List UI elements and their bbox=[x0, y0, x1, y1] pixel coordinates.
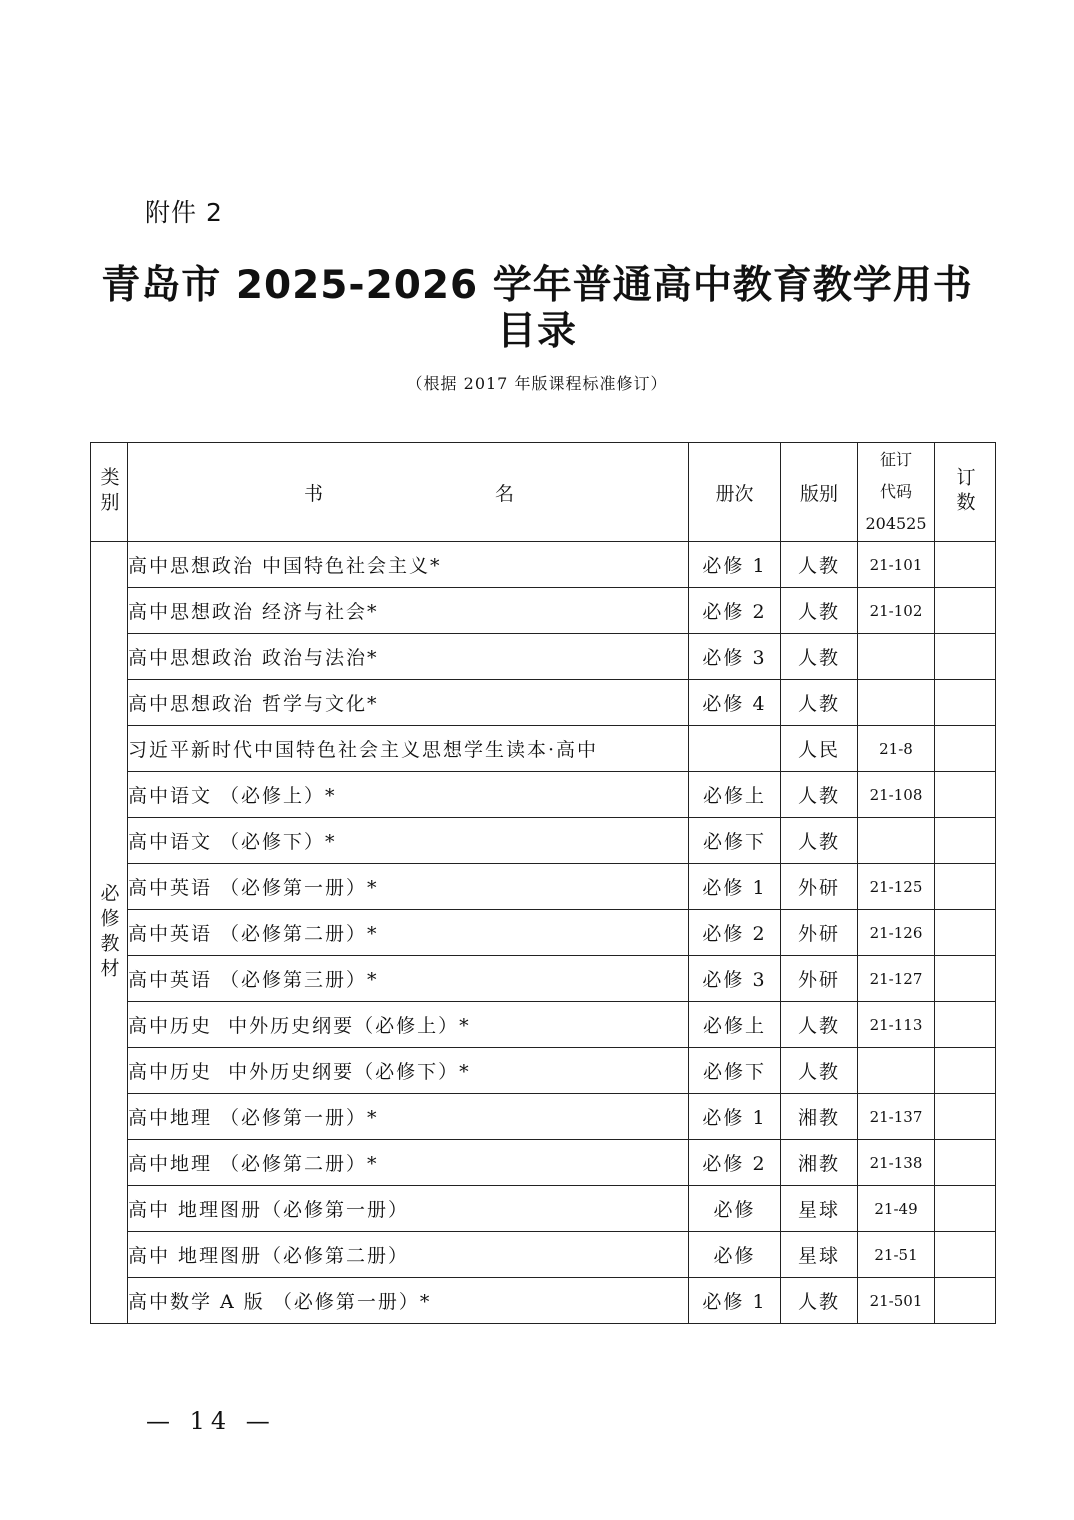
book-name: 习近平新时代中国特色社会主义思想学生读本·高中 bbox=[128, 726, 689, 772]
page-number: — 14 — bbox=[146, 1407, 276, 1435]
book-name: 高中思想政治 中国特色社会主义* bbox=[128, 542, 689, 588]
document-subtitle: （根据 2017 年版课程标准修订） bbox=[406, 374, 668, 393]
book-name: 高中历史 中外历史纲要（必修上）* bbox=[128, 1002, 689, 1048]
volume-cell: 必修 1 bbox=[689, 1278, 781, 1324]
quantity-input-cell[interactable] bbox=[935, 726, 996, 772]
header-book-name-left: 书 bbox=[304, 482, 324, 505]
order-code-cell bbox=[858, 818, 935, 864]
header-book-name-right: 名 bbox=[494, 482, 514, 505]
table-row bbox=[91, 1094, 996, 1140]
order-code-cell: 21-113 bbox=[858, 1002, 935, 1048]
table-row bbox=[91, 818, 996, 864]
table-row bbox=[91, 588, 996, 634]
quantity-input-cell[interactable] bbox=[935, 542, 996, 588]
quantity-input-cell[interactable] bbox=[935, 910, 996, 956]
quantity-input-cell[interactable] bbox=[935, 818, 996, 864]
order-code-cell bbox=[858, 634, 935, 680]
header-code-line1: 征订 bbox=[879, 450, 912, 469]
edition-cell: 外研 bbox=[781, 864, 858, 910]
header-volume: 册次 bbox=[689, 443, 781, 542]
table-row bbox=[91, 772, 996, 818]
volume-cell: 必修 2 bbox=[689, 1140, 781, 1186]
book-list-table bbox=[90, 442, 996, 1324]
book-name: 高中思想政治 哲学与文化* bbox=[128, 680, 689, 726]
header-code-line2: 代码 bbox=[879, 482, 912, 501]
header-code-line3: 204525 bbox=[865, 514, 927, 533]
edition-cell: 人教 bbox=[781, 1278, 858, 1324]
edition-cell: 人教 bbox=[781, 634, 858, 680]
edition-cell: 星球 bbox=[781, 1232, 858, 1278]
order-code-cell: 21-51 bbox=[858, 1232, 935, 1278]
volume-cell: 必修 1 bbox=[689, 864, 781, 910]
edition-cell: 人教 bbox=[781, 1048, 858, 1094]
book-name: 高中地理 （必修第一册）* bbox=[128, 1094, 689, 1140]
volume-cell: 必修上 bbox=[689, 772, 781, 818]
quantity-input-cell[interactable] bbox=[935, 588, 996, 634]
table-row bbox=[91, 864, 996, 910]
edition-cell: 人教 bbox=[781, 588, 858, 634]
volume-cell: 必修 2 bbox=[689, 588, 781, 634]
edition-cell: 湘教 bbox=[781, 1094, 858, 1140]
quantity-input-cell[interactable] bbox=[935, 864, 996, 910]
table-row bbox=[91, 1186, 996, 1232]
quantity-input-cell[interactable] bbox=[935, 1278, 996, 1324]
book-name: 高中语文 （必修上）* bbox=[128, 772, 689, 818]
header-category: 类别 bbox=[91, 443, 128, 542]
table-row bbox=[91, 1048, 996, 1094]
book-name: 高中英语 （必修第一册）* bbox=[128, 864, 689, 910]
edition-cell: 人教 bbox=[781, 1002, 858, 1048]
order-code-cell: 21-125 bbox=[858, 864, 935, 910]
volume-cell: 必修 4 bbox=[689, 680, 781, 726]
volume-cell: 必修 3 bbox=[689, 634, 781, 680]
table-row bbox=[91, 1278, 996, 1324]
order-code-cell: 21-137 bbox=[858, 1094, 935, 1140]
book-name: 高中思想政治 政治与法治* bbox=[128, 634, 689, 680]
order-code-cell: 21-126 bbox=[858, 910, 935, 956]
volume-cell: 必修 2 bbox=[689, 910, 781, 956]
order-code-cell: 21-138 bbox=[858, 1140, 935, 1186]
book-name: 高中地理 （必修第二册）* bbox=[128, 1140, 689, 1186]
book-name: 高中 地理图册（必修第一册） bbox=[128, 1186, 689, 1232]
table-row bbox=[91, 634, 996, 680]
book-name: 高中思想政治 经济与社会* bbox=[128, 588, 689, 634]
quantity-input-cell[interactable] bbox=[935, 772, 996, 818]
volume-cell: 必修 1 bbox=[689, 1094, 781, 1140]
quantity-input-cell[interactable] bbox=[935, 1002, 996, 1048]
book-name: 高中英语 （必修第三册）* bbox=[128, 956, 689, 1002]
edition-cell: 人教 bbox=[781, 772, 858, 818]
table-row bbox=[91, 726, 996, 772]
table-row bbox=[91, 956, 996, 1002]
volume-cell: 必修 bbox=[689, 1186, 781, 1232]
order-code-cell: 21-501 bbox=[858, 1278, 935, 1324]
quantity-input-cell[interactable] bbox=[935, 1186, 996, 1232]
document-title: 青岛市 2025-2026 学年普通高中教育教学用书 bbox=[101, 263, 973, 308]
order-code-cell: 21-101 bbox=[858, 542, 935, 588]
table-header-row bbox=[91, 443, 996, 542]
volume-cell: 必修 3 bbox=[689, 956, 781, 1002]
header-quantity: 订数 bbox=[935, 443, 996, 542]
volume-cell: 必修下 bbox=[689, 818, 781, 864]
document-title-line2: 目录 bbox=[496, 309, 577, 354]
volume-cell: 必修 1 bbox=[689, 542, 781, 588]
book-name: 高中英语 （必修第二册）* bbox=[128, 910, 689, 956]
edition-cell: 人教 bbox=[781, 818, 858, 864]
order-code-cell: 21-127 bbox=[858, 956, 935, 1002]
edition-cell: 人教 bbox=[781, 680, 858, 726]
order-code-cell bbox=[858, 1048, 935, 1094]
table-row bbox=[91, 680, 996, 726]
quantity-input-cell[interactable] bbox=[935, 1140, 996, 1186]
table-row bbox=[91, 1232, 996, 1278]
quantity-input-cell[interactable] bbox=[935, 956, 996, 1002]
quantity-input-cell[interactable] bbox=[935, 634, 996, 680]
volume-cell: 必修 bbox=[689, 1232, 781, 1278]
order-code-cell: 21-49 bbox=[858, 1186, 935, 1232]
quantity-input-cell[interactable] bbox=[935, 1094, 996, 1140]
book-name: 高中历史 中外历史纲要（必修下）* bbox=[128, 1048, 689, 1094]
volume-cell bbox=[689, 726, 781, 772]
edition-cell: 人民 bbox=[781, 726, 858, 772]
header-order-code bbox=[858, 443, 935, 542]
volume-cell: 必修上 bbox=[689, 1002, 781, 1048]
quantity-input-cell[interactable] bbox=[935, 1048, 996, 1094]
table-row bbox=[91, 1140, 996, 1186]
edition-cell: 星球 bbox=[781, 1186, 858, 1232]
edition-cell: 外研 bbox=[781, 956, 858, 1002]
book-name: 高中数学 A 版 （必修第一册）* bbox=[128, 1278, 689, 1324]
edition-cell: 湘教 bbox=[781, 1140, 858, 1186]
header-book-name bbox=[128, 443, 689, 542]
book-name: 高中 地理图册（必修第二册） bbox=[128, 1232, 689, 1278]
order-code-cell bbox=[858, 680, 935, 726]
table-row bbox=[91, 542, 996, 588]
quantity-input-cell[interactable] bbox=[935, 1232, 996, 1278]
quantity-input-cell[interactable] bbox=[935, 680, 996, 726]
category-label: 必修教材 bbox=[97, 882, 120, 983]
order-code-cell: 21-108 bbox=[858, 772, 935, 818]
edition-cell: 外研 bbox=[781, 910, 858, 956]
header-edition: 版别 bbox=[781, 443, 858, 542]
table-row bbox=[91, 1002, 996, 1048]
book-name: 高中语文 （必修下）* bbox=[128, 818, 689, 864]
category-cell bbox=[91, 542, 128, 1324]
table-row bbox=[91, 910, 996, 956]
volume-cell: 必修下 bbox=[689, 1048, 781, 1094]
edition-cell: 人教 bbox=[781, 542, 858, 588]
order-code-cell: 21-102 bbox=[858, 588, 935, 634]
order-code-cell: 21-8 bbox=[858, 726, 935, 772]
attachment-label: 附件 2 bbox=[145, 198, 223, 227]
